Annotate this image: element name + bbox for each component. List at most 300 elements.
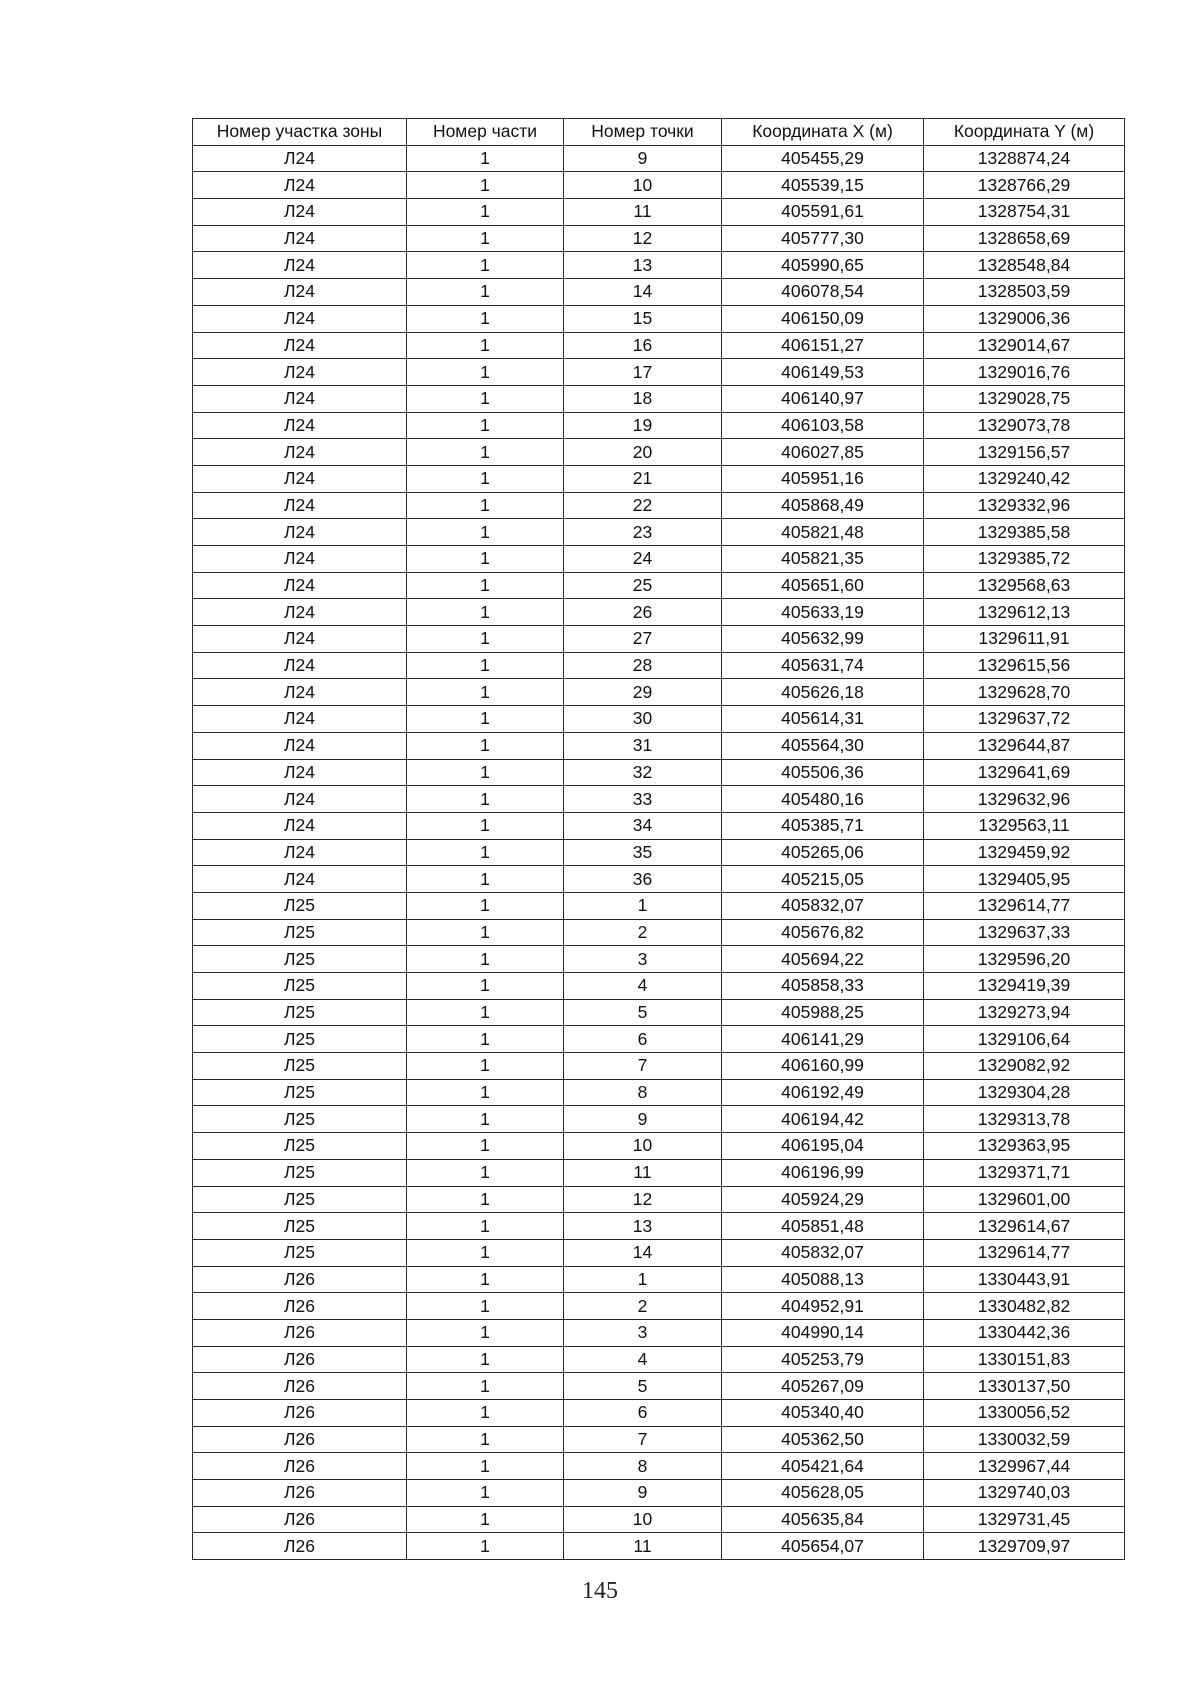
cell-coordinate-y: 1329385,58 bbox=[924, 519, 1125, 546]
cell-zone-section: Л24 bbox=[193, 626, 407, 653]
cell-coordinate-x: 405088,13 bbox=[722, 1266, 924, 1293]
cell-zone-section: Л26 bbox=[193, 1533, 407, 1560]
table-row bbox=[193, 706, 1125, 733]
table-row bbox=[193, 1373, 1125, 1400]
cell-part-number: 1 bbox=[407, 412, 564, 439]
cell-point-number: 23 bbox=[564, 519, 722, 546]
cell-part-number: 1 bbox=[407, 812, 564, 839]
cell-zone-section: Л24 bbox=[193, 812, 407, 839]
table-row bbox=[193, 1533, 1125, 1560]
cell-part-number: 1 bbox=[407, 1053, 564, 1080]
cell-coordinate-x: 406141,29 bbox=[722, 1026, 924, 1053]
table-row bbox=[193, 1079, 1125, 1106]
cell-coordinate-x: 405564,30 bbox=[722, 732, 924, 759]
cell-point-number: 12 bbox=[564, 225, 722, 252]
cell-part-number: 1 bbox=[407, 385, 564, 412]
table-row bbox=[193, 1293, 1125, 1320]
cell-point-number: 20 bbox=[564, 439, 722, 466]
cell-coordinate-y: 1329106,64 bbox=[924, 1026, 1125, 1053]
table-row bbox=[193, 599, 1125, 626]
cell-coordinate-x: 406151,27 bbox=[722, 332, 924, 359]
cell-point-number: 14 bbox=[564, 279, 722, 306]
cell-zone-section: Л25 bbox=[193, 999, 407, 1026]
cell-coordinate-x: 406196,99 bbox=[722, 1159, 924, 1186]
cell-point-number: 19 bbox=[564, 412, 722, 439]
cell-coordinate-y: 1329614,67 bbox=[924, 1213, 1125, 1240]
cell-point-number: 28 bbox=[564, 652, 722, 679]
cell-part-number: 1 bbox=[407, 332, 564, 359]
cell-zone-section: Л24 bbox=[193, 332, 407, 359]
cell-part-number: 1 bbox=[407, 1373, 564, 1400]
cell-zone-section: Л26 bbox=[193, 1266, 407, 1293]
cell-point-number: 11 bbox=[564, 1533, 722, 1560]
cell-zone-section: Л25 bbox=[193, 892, 407, 919]
cell-part-number: 1 bbox=[407, 305, 564, 332]
table-row bbox=[193, 919, 1125, 946]
table-row bbox=[193, 1319, 1125, 1346]
cell-part-number: 1 bbox=[407, 1346, 564, 1373]
cell-zone-section: Л25 bbox=[193, 973, 407, 1000]
cell-part-number: 1 bbox=[407, 1319, 564, 1346]
cell-coordinate-x: 405626,18 bbox=[722, 679, 924, 706]
cell-part-number: 1 bbox=[407, 359, 564, 386]
cell-part-number: 1 bbox=[407, 439, 564, 466]
cell-zone-section: Л24 bbox=[193, 492, 407, 519]
cell-coordinate-x: 405924,29 bbox=[722, 1186, 924, 1213]
cell-point-number: 12 bbox=[564, 1186, 722, 1213]
cell-part-number: 1 bbox=[407, 999, 564, 1026]
cell-part-number: 1 bbox=[407, 465, 564, 492]
cell-coordinate-y: 1329419,39 bbox=[924, 973, 1125, 1000]
cell-part-number: 1 bbox=[407, 1239, 564, 1266]
cell-coordinate-y: 1329304,28 bbox=[924, 1079, 1125, 1106]
cell-coordinate-x: 404952,91 bbox=[722, 1293, 924, 1320]
cell-zone-section: Л26 bbox=[193, 1319, 407, 1346]
cell-coordinate-x: 406192,49 bbox=[722, 1079, 924, 1106]
table-row bbox=[193, 1186, 1125, 1213]
cell-coordinate-x: 405694,22 bbox=[722, 946, 924, 973]
table-row bbox=[193, 519, 1125, 546]
cell-coordinate-x: 406078,54 bbox=[722, 279, 924, 306]
cell-coordinate-x: 405632,99 bbox=[722, 626, 924, 653]
cell-coordinate-x: 405635,84 bbox=[722, 1506, 924, 1533]
cell-coordinate-x: 405990,65 bbox=[722, 252, 924, 279]
cell-coordinate-x: 405628,05 bbox=[722, 1480, 924, 1507]
cell-part-number: 1 bbox=[407, 786, 564, 813]
cell-zone-section: Л24 bbox=[193, 839, 407, 866]
cell-part-number: 1 bbox=[407, 732, 564, 759]
cell-coordinate-y: 1329612,13 bbox=[924, 599, 1125, 626]
cell-part-number: 1 bbox=[407, 279, 564, 306]
table-row bbox=[193, 332, 1125, 359]
cell-part-number: 1 bbox=[407, 892, 564, 919]
cell-part-number: 1 bbox=[407, 1293, 564, 1320]
cell-part-number: 1 bbox=[407, 1480, 564, 1507]
cell-zone-section: Л25 bbox=[193, 1186, 407, 1213]
table-row bbox=[193, 412, 1125, 439]
cell-coordinate-y: 1329641,69 bbox=[924, 759, 1125, 786]
cell-zone-section: Л26 bbox=[193, 1373, 407, 1400]
cell-point-number: 10 bbox=[564, 1506, 722, 1533]
cell-point-number: 13 bbox=[564, 252, 722, 279]
table-row bbox=[193, 439, 1125, 466]
table-row bbox=[193, 626, 1125, 653]
cell-coordinate-y: 1329073,78 bbox=[924, 412, 1125, 439]
cell-coordinate-x: 405851,48 bbox=[722, 1213, 924, 1240]
cell-point-number: 27 bbox=[564, 626, 722, 653]
cell-point-number: 34 bbox=[564, 812, 722, 839]
cell-coordinate-y: 1329740,03 bbox=[924, 1480, 1125, 1507]
cell-coordinate-y: 1330137,50 bbox=[924, 1373, 1125, 1400]
cell-zone-section: Л24 bbox=[193, 359, 407, 386]
table-row bbox=[193, 359, 1125, 386]
table-row bbox=[193, 465, 1125, 492]
table-row bbox=[193, 279, 1125, 306]
table-row bbox=[193, 572, 1125, 599]
cell-coordinate-y: 1330151,83 bbox=[924, 1346, 1125, 1373]
cell-point-number: 32 bbox=[564, 759, 722, 786]
cell-zone-section: Л24 bbox=[193, 252, 407, 279]
cell-part-number: 1 bbox=[407, 252, 564, 279]
cell-part-number: 1 bbox=[407, 626, 564, 653]
cell-coordinate-x: 405988,25 bbox=[722, 999, 924, 1026]
cell-part-number: 1 bbox=[407, 1106, 564, 1133]
cell-coordinate-x: 405832,07 bbox=[722, 1239, 924, 1266]
cell-point-number: 18 bbox=[564, 385, 722, 412]
cell-coordinate-y: 1329615,56 bbox=[924, 652, 1125, 679]
cell-zone-section: Л24 bbox=[193, 706, 407, 733]
cell-part-number: 1 bbox=[407, 1400, 564, 1427]
cell-part-number: 1 bbox=[407, 1186, 564, 1213]
cell-zone-section: Л24 bbox=[193, 439, 407, 466]
cell-coordinate-y: 1329006,36 bbox=[924, 305, 1125, 332]
cell-zone-section: Л24 bbox=[193, 652, 407, 679]
cell-coordinate-y: 1329405,95 bbox=[924, 866, 1125, 893]
cell-coordinate-x: 405821,48 bbox=[722, 519, 924, 546]
header-part-number: Номер части bbox=[407, 119, 564, 146]
cell-part-number: 1 bbox=[407, 1026, 564, 1053]
cell-coordinate-y: 1329016,76 bbox=[924, 359, 1125, 386]
cell-coordinate-y: 1329563,11 bbox=[924, 812, 1125, 839]
cell-coordinate-x: 405539,15 bbox=[722, 172, 924, 199]
cell-coordinate-y: 1329614,77 bbox=[924, 1239, 1125, 1266]
cell-point-number: 2 bbox=[564, 1293, 722, 1320]
cell-coordinate-x: 405654,07 bbox=[722, 1533, 924, 1560]
cell-zone-section: Л26 bbox=[193, 1293, 407, 1320]
cell-zone-section: Л24 bbox=[193, 732, 407, 759]
cell-point-number: 10 bbox=[564, 172, 722, 199]
cell-part-number: 1 bbox=[407, 1453, 564, 1480]
cell-part-number: 1 bbox=[407, 946, 564, 973]
table-row bbox=[193, 652, 1125, 679]
table-row bbox=[193, 1266, 1125, 1293]
table-row bbox=[193, 999, 1125, 1026]
cell-point-number: 8 bbox=[564, 1453, 722, 1480]
cell-coordinate-x: 405614,31 bbox=[722, 706, 924, 733]
table-row bbox=[193, 1053, 1125, 1080]
cell-coordinate-x: 405651,60 bbox=[722, 572, 924, 599]
cell-coordinate-x: 405633,19 bbox=[722, 599, 924, 626]
cell-coordinate-x: 405821,35 bbox=[722, 546, 924, 573]
table-body bbox=[193, 145, 1125, 1559]
cell-zone-section: Л25 bbox=[193, 1053, 407, 1080]
table-row bbox=[193, 1426, 1125, 1453]
cell-coordinate-y: 1329332,96 bbox=[924, 492, 1125, 519]
cell-part-number: 1 bbox=[407, 759, 564, 786]
table-row bbox=[193, 252, 1125, 279]
cell-coordinate-y: 1329637,72 bbox=[924, 706, 1125, 733]
cell-coordinate-y: 1329731,45 bbox=[924, 1506, 1125, 1533]
cell-zone-section: Л26 bbox=[193, 1480, 407, 1507]
cell-coordinate-y: 1329601,00 bbox=[924, 1186, 1125, 1213]
cell-coordinate-y: 1329082,92 bbox=[924, 1053, 1125, 1080]
cell-coordinate-x: 406195,04 bbox=[722, 1133, 924, 1160]
cell-coordinate-x: 405832,07 bbox=[722, 892, 924, 919]
header-zone-section: Номер участка зоны bbox=[193, 119, 407, 146]
cell-point-number: 15 bbox=[564, 305, 722, 332]
header-coordinate-y: Координата Y (м) bbox=[924, 119, 1125, 146]
cell-coordinate-x: 406150,09 bbox=[722, 305, 924, 332]
cell-coordinate-x: 406149,53 bbox=[722, 359, 924, 386]
cell-part-number: 1 bbox=[407, 1079, 564, 1106]
cell-part-number: 1 bbox=[407, 1159, 564, 1186]
cell-coordinate-x: 405676,82 bbox=[722, 919, 924, 946]
cell-part-number: 1 bbox=[407, 973, 564, 1000]
cell-zone-section: Л25 bbox=[193, 1106, 407, 1133]
cell-coordinate-x: 405868,49 bbox=[722, 492, 924, 519]
cell-point-number: 5 bbox=[564, 999, 722, 1026]
cell-point-number: 33 bbox=[564, 786, 722, 813]
cell-point-number: 6 bbox=[564, 1026, 722, 1053]
table-row bbox=[193, 199, 1125, 226]
cell-zone-section: Л24 bbox=[193, 519, 407, 546]
cell-coordinate-y: 1329459,92 bbox=[924, 839, 1125, 866]
cell-zone-section: Л24 bbox=[193, 172, 407, 199]
cell-coordinate-y: 1328874,24 bbox=[924, 145, 1125, 172]
cell-coordinate-y: 1329614,77 bbox=[924, 892, 1125, 919]
cell-coordinate-y: 1330443,91 bbox=[924, 1266, 1125, 1293]
cell-coordinate-x: 405858,33 bbox=[722, 973, 924, 1000]
cell-part-number: 1 bbox=[407, 679, 564, 706]
cell-point-number: 1 bbox=[564, 892, 722, 919]
table-row bbox=[193, 546, 1125, 573]
cell-coordinate-x: 405253,79 bbox=[722, 1346, 924, 1373]
cell-point-number: 9 bbox=[564, 145, 722, 172]
cell-part-number: 1 bbox=[407, 919, 564, 946]
cell-zone-section: Л24 bbox=[193, 599, 407, 626]
table-row bbox=[193, 786, 1125, 813]
cell-coordinate-y: 1329611,91 bbox=[924, 626, 1125, 653]
cell-coordinate-y: 1330482,82 bbox=[924, 1293, 1125, 1320]
table-row bbox=[193, 1506, 1125, 1533]
header-point-number: Номер точки bbox=[564, 119, 722, 146]
cell-coordinate-x: 405777,30 bbox=[722, 225, 924, 252]
cell-point-number: 36 bbox=[564, 866, 722, 893]
cell-zone-section: Л25 bbox=[193, 1159, 407, 1186]
cell-coordinate-y: 1328658,69 bbox=[924, 225, 1125, 252]
cell-part-number: 1 bbox=[407, 225, 564, 252]
table-row bbox=[193, 1480, 1125, 1507]
cell-zone-section: Л24 bbox=[193, 305, 407, 332]
table-row bbox=[193, 679, 1125, 706]
cell-zone-section: Л26 bbox=[193, 1453, 407, 1480]
cell-point-number: 7 bbox=[564, 1053, 722, 1080]
table-row bbox=[193, 385, 1125, 412]
cell-zone-section: Л24 bbox=[193, 572, 407, 599]
cell-coordinate-y: 1329156,57 bbox=[924, 439, 1125, 466]
cell-point-number: 1 bbox=[564, 1266, 722, 1293]
cell-part-number: 1 bbox=[407, 839, 564, 866]
cell-zone-section: Л24 bbox=[193, 412, 407, 439]
cell-point-number: 11 bbox=[564, 1159, 722, 1186]
cell-zone-section: Л26 bbox=[193, 1346, 407, 1373]
cell-point-number: 7 bbox=[564, 1426, 722, 1453]
table-row bbox=[193, 1400, 1125, 1427]
cell-part-number: 1 bbox=[407, 546, 564, 573]
table-row bbox=[193, 305, 1125, 332]
cell-point-number: 21 bbox=[564, 465, 722, 492]
cell-part-number: 1 bbox=[407, 572, 564, 599]
cell-coordinate-y: 1329273,94 bbox=[924, 999, 1125, 1026]
cell-part-number: 1 bbox=[407, 492, 564, 519]
cell-point-number: 30 bbox=[564, 706, 722, 733]
cell-zone-section: Л24 bbox=[193, 145, 407, 172]
cell-coordinate-y: 1329628,70 bbox=[924, 679, 1125, 706]
cell-coordinate-y: 1328503,59 bbox=[924, 279, 1125, 306]
table-row bbox=[193, 492, 1125, 519]
cell-coordinate-x: 405455,29 bbox=[722, 145, 924, 172]
cell-coordinate-y: 1329014,67 bbox=[924, 332, 1125, 359]
table-row bbox=[193, 973, 1125, 1000]
cell-coordinate-y: 1329644,87 bbox=[924, 732, 1125, 759]
cell-point-number: 14 bbox=[564, 1239, 722, 1266]
cell-point-number: 6 bbox=[564, 1400, 722, 1427]
cell-coordinate-y: 1328754,31 bbox=[924, 199, 1125, 226]
cell-coordinate-x: 405265,06 bbox=[722, 839, 924, 866]
cell-point-number: 10 bbox=[564, 1133, 722, 1160]
cell-zone-section: Л24 bbox=[193, 465, 407, 492]
table-header bbox=[193, 119, 1125, 146]
table-row bbox=[193, 812, 1125, 839]
cell-zone-section: Л25 bbox=[193, 919, 407, 946]
cell-zone-section: Л26 bbox=[193, 1506, 407, 1533]
cell-coordinate-x: 406103,58 bbox=[722, 412, 924, 439]
table-row bbox=[193, 1453, 1125, 1480]
cell-point-number: 26 bbox=[564, 599, 722, 626]
coordinates-table bbox=[192, 118, 1125, 1560]
cell-coordinate-x: 405631,74 bbox=[722, 652, 924, 679]
table-row bbox=[193, 892, 1125, 919]
cell-coordinate-y: 1328548,84 bbox=[924, 252, 1125, 279]
cell-zone-section: Л26 bbox=[193, 1400, 407, 1427]
cell-zone-section: Л25 bbox=[193, 1079, 407, 1106]
cell-coordinate-y: 1329313,78 bbox=[924, 1106, 1125, 1133]
cell-zone-section: Л25 bbox=[193, 1133, 407, 1160]
table-row bbox=[193, 225, 1125, 252]
cell-part-number: 1 bbox=[407, 145, 564, 172]
cell-coordinate-x: 405215,05 bbox=[722, 866, 924, 893]
cell-point-number: 16 bbox=[564, 332, 722, 359]
cell-zone-section: Л25 bbox=[193, 1239, 407, 1266]
cell-zone-section: Л24 bbox=[193, 385, 407, 412]
cell-part-number: 1 bbox=[407, 1266, 564, 1293]
cell-point-number: 3 bbox=[564, 1319, 722, 1346]
table-row bbox=[193, 1133, 1125, 1160]
cell-point-number: 4 bbox=[564, 973, 722, 1000]
cell-point-number: 35 bbox=[564, 839, 722, 866]
cell-zone-section: Л24 bbox=[193, 759, 407, 786]
cell-part-number: 1 bbox=[407, 172, 564, 199]
cell-point-number: 5 bbox=[564, 1373, 722, 1400]
cell-zone-section: Л24 bbox=[193, 199, 407, 226]
cell-coordinate-x: 405267,09 bbox=[722, 1373, 924, 1400]
table-row bbox=[193, 946, 1125, 973]
cell-coordinate-x: 405421,64 bbox=[722, 1453, 924, 1480]
cell-coordinate-y: 1329385,72 bbox=[924, 546, 1125, 573]
cell-coordinate-y: 1329568,63 bbox=[924, 572, 1125, 599]
cell-coordinate-x: 405340,40 bbox=[722, 1400, 924, 1427]
table-row bbox=[193, 839, 1125, 866]
cell-part-number: 1 bbox=[407, 519, 564, 546]
cell-coordinate-y: 1330442,36 bbox=[924, 1319, 1125, 1346]
cell-coordinate-y: 1330056,52 bbox=[924, 1400, 1125, 1427]
cell-part-number: 1 bbox=[407, 1533, 564, 1560]
cell-zone-section: Л26 bbox=[193, 1426, 407, 1453]
page-number: 145 bbox=[582, 1578, 618, 1604]
table-row bbox=[193, 1239, 1125, 1266]
cell-part-number: 1 bbox=[407, 199, 564, 226]
cell-zone-section: Л25 bbox=[193, 1026, 407, 1053]
cell-coordinate-y: 1329709,97 bbox=[924, 1533, 1125, 1560]
table-row bbox=[193, 759, 1125, 786]
cell-part-number: 1 bbox=[407, 1426, 564, 1453]
cell-part-number: 1 bbox=[407, 1213, 564, 1240]
cell-point-number: 24 bbox=[564, 546, 722, 573]
cell-part-number: 1 bbox=[407, 599, 564, 626]
cell-coordinate-x: 406194,42 bbox=[722, 1106, 924, 1133]
cell-coordinate-x: 406140,97 bbox=[722, 385, 924, 412]
cell-zone-section: Л24 bbox=[193, 786, 407, 813]
cell-coordinate-y: 1329363,95 bbox=[924, 1133, 1125, 1160]
cell-coordinate-y: 1329240,42 bbox=[924, 465, 1125, 492]
cell-zone-section: Л24 bbox=[193, 866, 407, 893]
header-row bbox=[193, 119, 1125, 146]
cell-coordinate-x: 405591,61 bbox=[722, 199, 924, 226]
cell-point-number: 9 bbox=[564, 1480, 722, 1507]
cell-zone-section: Л24 bbox=[193, 546, 407, 573]
cell-point-number: 2 bbox=[564, 919, 722, 946]
cell-coordinate-y: 1329028,75 bbox=[924, 385, 1125, 412]
cell-coordinate-x: 405951,16 bbox=[722, 465, 924, 492]
cell-coordinate-y: 1329371,71 bbox=[924, 1159, 1125, 1186]
cell-coordinate-x: 404990,14 bbox=[722, 1319, 924, 1346]
cell-coordinate-x: 405506,36 bbox=[722, 759, 924, 786]
cell-part-number: 1 bbox=[407, 652, 564, 679]
table-row bbox=[193, 1346, 1125, 1373]
cell-point-number: 11 bbox=[564, 199, 722, 226]
cell-point-number: 17 bbox=[564, 359, 722, 386]
cell-zone-section: Л24 bbox=[193, 279, 407, 306]
table-row bbox=[193, 172, 1125, 199]
cell-point-number: 8 bbox=[564, 1079, 722, 1106]
cell-coordinate-x: 406160,99 bbox=[722, 1053, 924, 1080]
cell-zone-section: Л25 bbox=[193, 1213, 407, 1240]
table-row bbox=[193, 732, 1125, 759]
cell-zone-section: Л24 bbox=[193, 225, 407, 252]
table-row bbox=[193, 1106, 1125, 1133]
cell-point-number: 25 bbox=[564, 572, 722, 599]
cell-coordinate-y: 1329632,96 bbox=[924, 786, 1125, 813]
